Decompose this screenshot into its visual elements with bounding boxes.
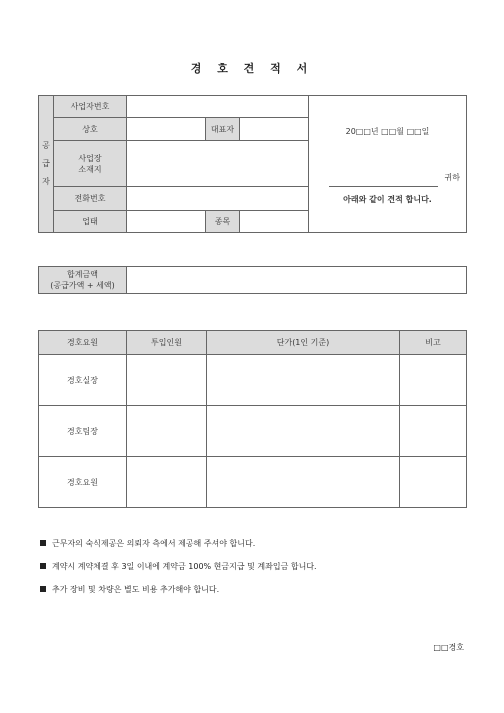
header-unit-price: 단가(1인 기준) (207, 331, 400, 355)
business-type-label: 업태 (54, 211, 127, 233)
address-label: 사업장 소재지 (54, 141, 127, 187)
document-title: 경 호 견 적 서 (190, 62, 314, 75)
table-row (39, 355, 467, 406)
note-item: 계약시 계약체결 후 3일 이내에 계약금 100% 현금지급 및 계좌입금 합니다. (40, 561, 317, 572)
phone-label: 전화번호 (54, 187, 127, 211)
phone-field[interactable] (127, 187, 309, 211)
staff-table (38, 330, 467, 508)
row-unit-price-field[interactable] (207, 355, 400, 406)
row-remarks-field[interactable] (400, 457, 467, 508)
row-headcount-field[interactable] (127, 457, 207, 508)
bullet-square-icon (40, 540, 46, 546)
row-role: 경호팀장 (39, 406, 127, 457)
bullet-square-icon (40, 586, 46, 592)
table-row (39, 457, 467, 508)
representative-label: 대표자 (206, 118, 240, 141)
bullet-square-icon (40, 563, 46, 569)
business-type-field[interactable] (127, 211, 206, 233)
row-unit-price-field[interactable] (207, 457, 400, 508)
note-item: 추가 장비 및 차량은 별도 비용 추가해야 합니다. (40, 584, 219, 595)
table-row (39, 406, 467, 457)
total-label: 합계금액 (공급가액 + 세액) (39, 267, 127, 294)
header-remarks: 비고 (400, 331, 467, 355)
supplier-side-label: 공 급 자 (39, 96, 54, 233)
header-staff-role: 경호요원 (39, 331, 127, 355)
business-item-field[interactable] (240, 211, 309, 233)
total-amount-field[interactable] (127, 267, 467, 294)
supplier-table (38, 95, 467, 233)
address-field[interactable] (127, 141, 309, 187)
footer-company: □□경호 (433, 643, 464, 652)
row-remarks-field[interactable] (400, 355, 467, 406)
note-item: 근무자의 숙식제공은 의뢰자 측에서 제공해 주셔야 합니다. (40, 538, 255, 549)
row-role: 경호요원 (39, 457, 127, 508)
business-number-label: 사업자번호 (54, 96, 127, 118)
row-role: 경호실장 (39, 355, 127, 406)
quote-statement: 아래와 같이 견적 합니다. (343, 195, 432, 204)
header-headcount: 투입인원 (127, 331, 207, 355)
row-unit-price-field[interactable] (207, 406, 400, 457)
row-headcount-field[interactable] (127, 406, 207, 457)
company-name-field[interactable] (127, 118, 206, 141)
total-table (38, 266, 467, 294)
quote-date-cell (309, 96, 467, 233)
row-headcount-field[interactable] (127, 355, 207, 406)
quote-date[interactable]: 20□□년 □□월 □□일 (345, 127, 430, 136)
honorific-label: 귀하 (444, 173, 461, 182)
business-number-field[interactable] (127, 96, 309, 118)
company-name-label: 상호 (54, 118, 127, 141)
divider (329, 186, 438, 187)
row-remarks-field[interactable] (400, 406, 467, 457)
business-item-label: 종목 (206, 211, 240, 233)
representative-field[interactable] (240, 118, 309, 141)
